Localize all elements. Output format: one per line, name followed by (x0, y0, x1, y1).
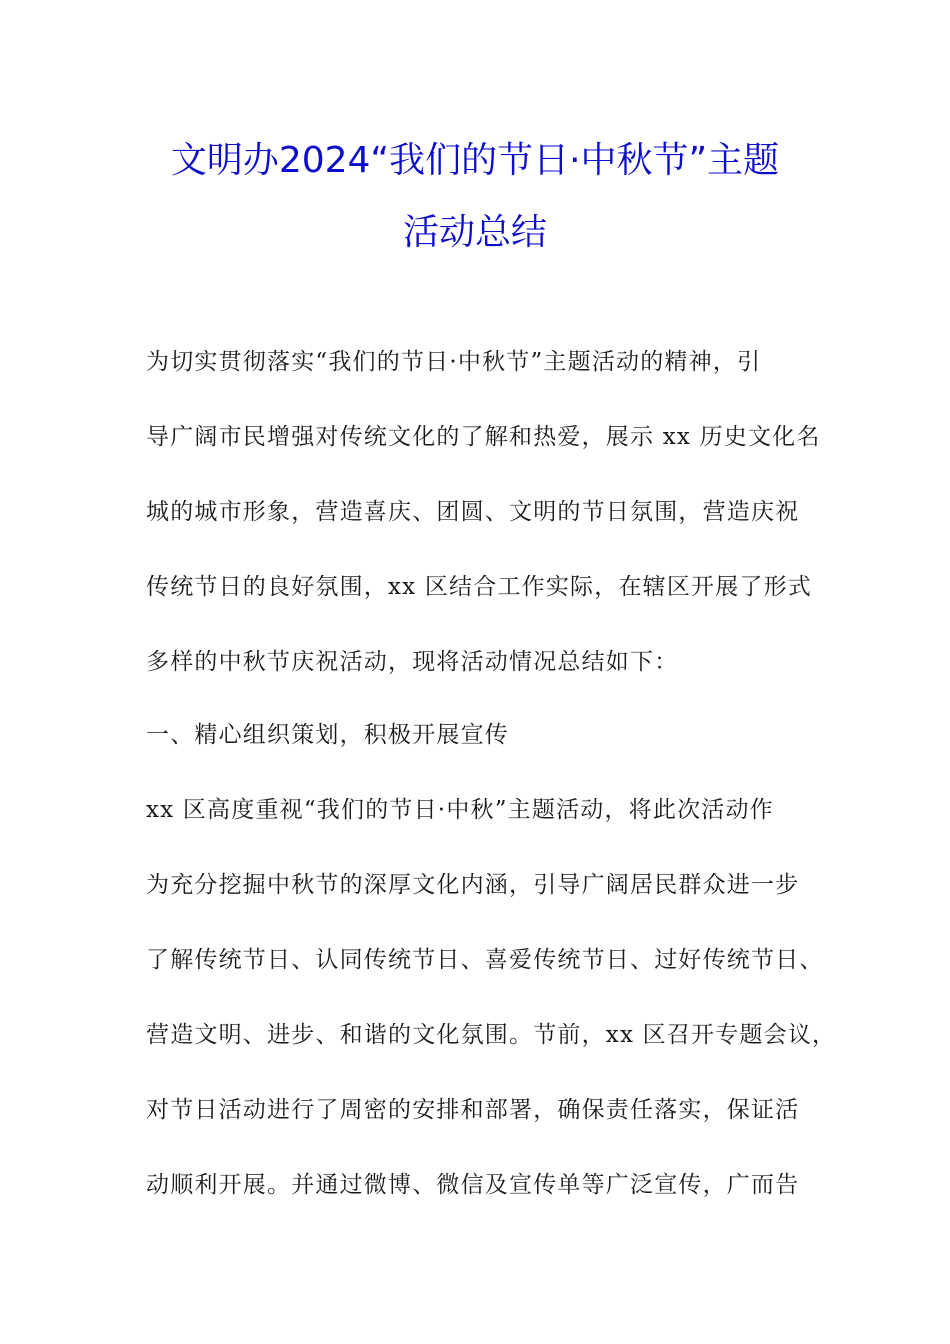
body-line-5: 多样的中秋节庆祝活动，现将活动情况总结如下： (146, 649, 679, 675)
body-line-10: 对节日活动进行了周密的安排和部署，确保责任落实，保证活 (146, 1097, 800, 1123)
body-line-3: 城的城市形象，营造喜庆、团圆、文明的节日氛围，营造庆祝 (146, 499, 800, 525)
body-line-1: 为切实贯彻落实“我们的节日·中秋节”主题活动的精神，引 (146, 349, 762, 375)
body-line-4: 传统节日的良好氛围，xx 区结合工作实际，在辖区开展了形式 (146, 574, 813, 600)
section-heading-1: 一、精心组织策划，积极开展宣传 (146, 722, 509, 748)
body-line-6: xx 区高度重视“我们的节日·中秋”主题活动，将此次活动作 (146, 797, 774, 823)
body-line-7: 为充分挖掘中秋节的深厚文化内涵，引导广阔居民群众进一步 (146, 872, 800, 898)
body-line-11: 动顺利开展。并通过微博、微信及宣传单等广泛宣传，广而告 (146, 1172, 800, 1198)
body-line-2: 导广阔市民增强对传统文化的了解和热爱，展示 xx 历史文化名 (146, 424, 821, 450)
document-title-line-1: 文明办2024“我们的节日·中秋节”主题 (170, 140, 780, 181)
body-line-9: 营造文明、进步、和谐的文化氛围。节前，xx 区召开专题会议， (146, 1022, 837, 1048)
body-line-8: 了解传统节日、认同传统节日、喜爱传统节日、过好传统节日、 (146, 947, 824, 973)
document-title-line-2: 活动总结 (402, 212, 547, 253)
